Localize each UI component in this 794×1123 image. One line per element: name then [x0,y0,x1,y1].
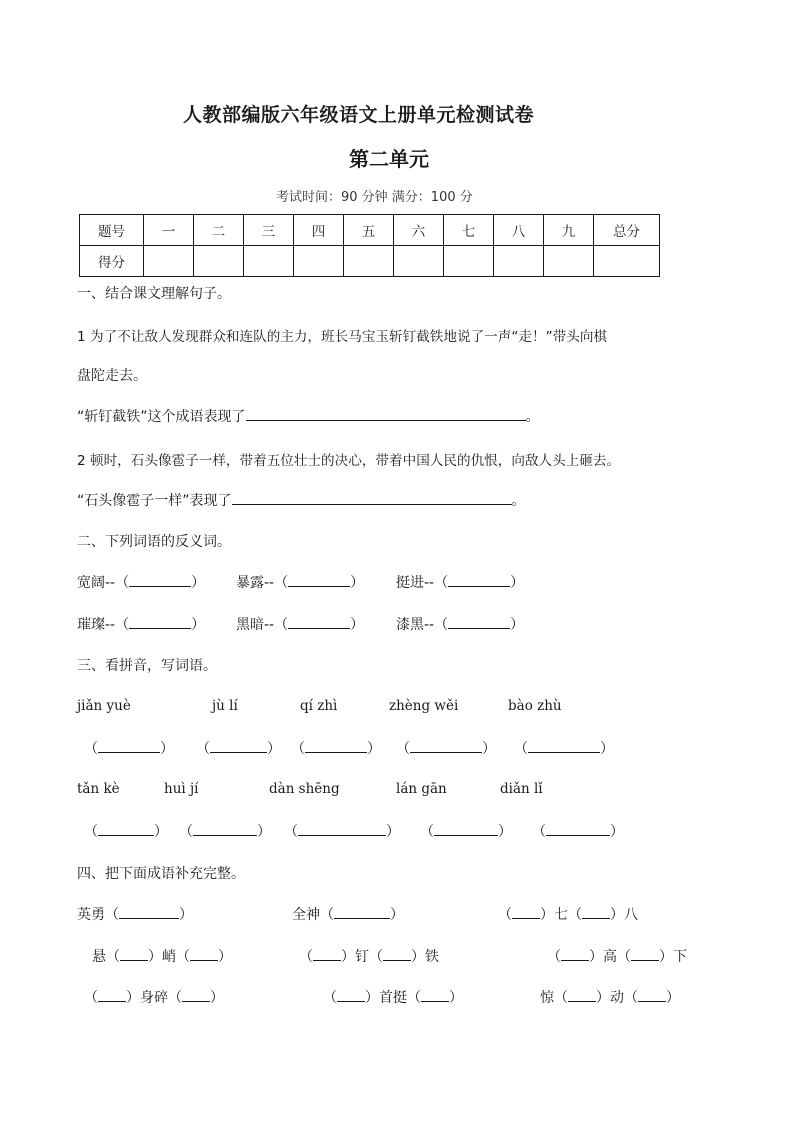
bracket: （ [179,824,193,840]
answer-blank[interactable] [383,948,411,961]
table-cell: 一 [144,215,194,246]
answer-blank[interactable] [448,616,510,629]
antonym-word: 璀璨--（ [77,617,130,633]
idiom-text: ） [218,949,232,965]
answer-blank[interactable] [582,906,610,919]
idiom-text: ）七（ [540,907,582,923]
pinyin-label: qí zhì [300,698,338,714]
answer-blank[interactable] [288,574,350,587]
section4-heading: 四、把下面成语补充完整。 [77,866,245,882]
answer-blank[interactable] [98,740,160,753]
answer-blank[interactable] [120,948,148,961]
pinyin-label: jù lí [212,698,238,714]
bracket: ） [510,575,525,591]
section1-heading: 一、结合课文理解句子。 [77,286,231,302]
idiom-text: （ [84,990,98,1006]
punctuation: 。 [511,493,526,509]
idiom-item [540,987,680,1007]
section2-heading: 二、下列词语的反义词。 [77,534,231,550]
bracket: ） [350,575,365,591]
answer-blank[interactable] [421,989,449,1002]
idiom-text: ）下 [659,949,687,965]
bracket: ） [482,741,496,757]
idiom-item [498,904,638,924]
pinyin-label: lán gān [396,781,447,797]
answer-blank[interactable] [568,989,596,1002]
idiom-text: ）铁 [411,949,439,965]
section3-heading: 三、看拼音，写词语。 [77,658,217,674]
section1-q2-line: 2 顿时，石头像雹子一样，带着五位壮士的决心，带着中国人民的仇恨，向敌人头上砸去。 [77,453,621,469]
answer-blank[interactable] [561,948,589,961]
bracket: ） [257,824,271,840]
table-cell: 总分 [594,215,660,246]
bracket: ） [498,824,512,840]
answer-bracket [514,738,614,758]
idiom-text: ）峭（ [148,949,190,965]
idiom-item [323,987,463,1007]
score-table-header-row [80,215,660,246]
bracket: ） [160,741,174,757]
table-cell: 七 [444,215,494,246]
section1-q2-prompt: “石头像雹子一样”表现了 [77,493,232,509]
idiom-text: ） [666,990,680,1006]
table-cell: 五 [344,215,394,246]
idiom-text: ）八 [610,907,638,923]
score-cell[interactable] [494,246,544,277]
exam-title: 人教部编版六年级语文上册单元检测试卷 [183,104,535,126]
table-cell: 四 [294,215,344,246]
antonym-word: 漆黑--（ [396,617,449,633]
pinyin-label: zhèng wěi [389,698,459,714]
idiom-text: ） [449,990,463,1006]
score-cell[interactable] [544,246,594,277]
idiom-text: （ [299,949,313,965]
idiom-text: ）高（ [589,949,631,965]
pinyin-label: huì jí [164,781,199,797]
antonym-item [77,572,205,592]
answer-blank[interactable] [313,948,341,961]
answer-blank[interactable] [337,989,365,1002]
pinyin-label: jiǎn yuè [77,698,131,714]
table-cell: 题号 [80,215,144,246]
answer-bracket [291,738,381,758]
idiom-text: ）首挺（ [365,990,421,1006]
bracket: ） [350,617,365,633]
answer-blank[interactable] [98,989,126,1002]
bracket: ） [267,741,281,757]
idiom-item [92,946,232,966]
answer-bracket [420,821,512,841]
score-table [79,214,660,277]
bracket: ） [600,741,614,757]
section1-q1-line1: 1 为了不让敌人发现群众和连队的主力，班长马宝玉斩钉截铁地说了一声“走！”带头向棋 [77,329,608,345]
bracket: ） [610,824,624,840]
table-cell: 六 [394,215,444,246]
answer-bracket [284,821,400,841]
idiom-text: 惊（ [540,990,568,1006]
bracket: ） [191,617,206,633]
table-cell: 得分 [80,246,144,277]
answer-blank[interactable] [528,740,600,753]
pinyin-label: tǎn kè [77,781,120,797]
score-table-score-row [80,246,660,277]
answer-blank[interactable] [434,823,498,836]
answer-blank[interactable] [410,740,482,753]
answer-blank[interactable] [334,906,390,919]
bracket: （ [284,824,298,840]
score-cell[interactable] [144,246,194,277]
score-cell[interactable] [294,246,344,277]
idiom-text: ）钉（ [341,949,383,965]
idiom-text: 全神（ [292,907,334,923]
bracket: ） [367,741,381,757]
bracket: ） [510,617,525,633]
pinyin-label: bào zhù [508,698,562,714]
bracket: （ [396,741,410,757]
answer-blank[interactable] [638,989,666,1002]
answer-blank[interactable] [298,823,386,836]
antonym-item [236,614,364,634]
bracket: ） [191,575,206,591]
idiom-item [547,946,687,966]
bracket: （ [291,741,305,757]
idiom-text: 英勇（ [77,907,119,923]
bracket: （ [84,824,98,840]
idiom-item [77,904,193,924]
answer-blank[interactable] [546,823,610,836]
bracket: （ [532,824,546,840]
score-cell[interactable] [244,246,294,277]
antonym-word: 暴露--（ [236,575,289,591]
antonym-item [396,614,524,634]
answer-bracket [532,821,624,841]
bracket: （ [84,741,98,757]
answer-blank[interactable] [210,740,267,753]
answer-blank[interactable] [631,948,659,961]
pinyin-label: diǎn lǐ [500,781,543,797]
antonym-word: 黑暗--（ [236,617,289,633]
idiom-text: ）身碎（ [126,990,182,1006]
answer-blank[interactable] [232,492,512,505]
bracket: ） [179,907,193,923]
bracket: （ [514,741,528,757]
answer-blank[interactable] [190,948,218,961]
bracket: ） [390,907,404,923]
score-cell[interactable] [444,246,494,277]
section1-q1-prompt: “斩钉截铁”这个成语表现了 [77,409,246,425]
punctuation: 。 [525,409,540,425]
answer-bracket [196,738,281,758]
answer-blank[interactable] [512,906,540,919]
antonym-word: 挺进--（ [396,575,449,591]
answer-blank[interactable] [193,823,257,836]
table-cell: 三 [244,215,294,246]
idiom-text: ） [210,990,224,1006]
answer-bracket [179,821,271,841]
pinyin-label: dàn shēng [269,781,340,797]
bracket: （ [196,741,210,757]
answer-blank[interactable] [119,906,179,919]
answer-bracket [84,821,168,841]
exam-info: 考试时间：90 分钟 满分：100 分 [276,190,473,205]
idiom-text: （ [547,949,561,965]
idiom-item [84,987,224,1007]
section1-q2-answer [77,490,526,510]
table-cell: 九 [544,215,594,246]
score-cell[interactable] [594,246,660,277]
score-cell[interactable] [194,246,244,277]
antonym-word: 宽阔--（ [77,575,130,591]
section1-q1-line2: 盘陀走去。 [77,368,147,384]
antonym-item [236,572,364,592]
idiom-item [299,946,439,966]
idiom-item [292,904,404,924]
antonym-item [77,614,205,634]
table-cell: 八 [494,215,544,246]
answer-blank[interactable] [182,989,210,1002]
idiom-text: （ [323,990,337,1006]
answer-blank[interactable] [246,408,526,421]
score-cell[interactable] [344,246,394,277]
answer-bracket [84,738,174,758]
answer-blank[interactable] [288,616,350,629]
section1-q1-answer [77,406,540,426]
answer-blank[interactable] [305,740,367,753]
bracket: ） [386,824,400,840]
score-cell[interactable] [394,246,444,277]
unit-title: 第二单元 [349,147,429,171]
bracket: （ [420,824,434,840]
idiom-text: ）动（ [596,990,638,1006]
answer-blank[interactable] [448,574,510,587]
answer-blank[interactable] [129,574,191,587]
bracket: ） [154,824,168,840]
idiom-text: 悬（ [92,949,120,965]
answer-bracket [396,738,496,758]
idiom-text: （ [498,907,512,923]
answer-blank[interactable] [129,616,191,629]
antonym-item [396,572,524,592]
table-cell: 二 [194,215,244,246]
answer-blank[interactable] [98,823,154,836]
